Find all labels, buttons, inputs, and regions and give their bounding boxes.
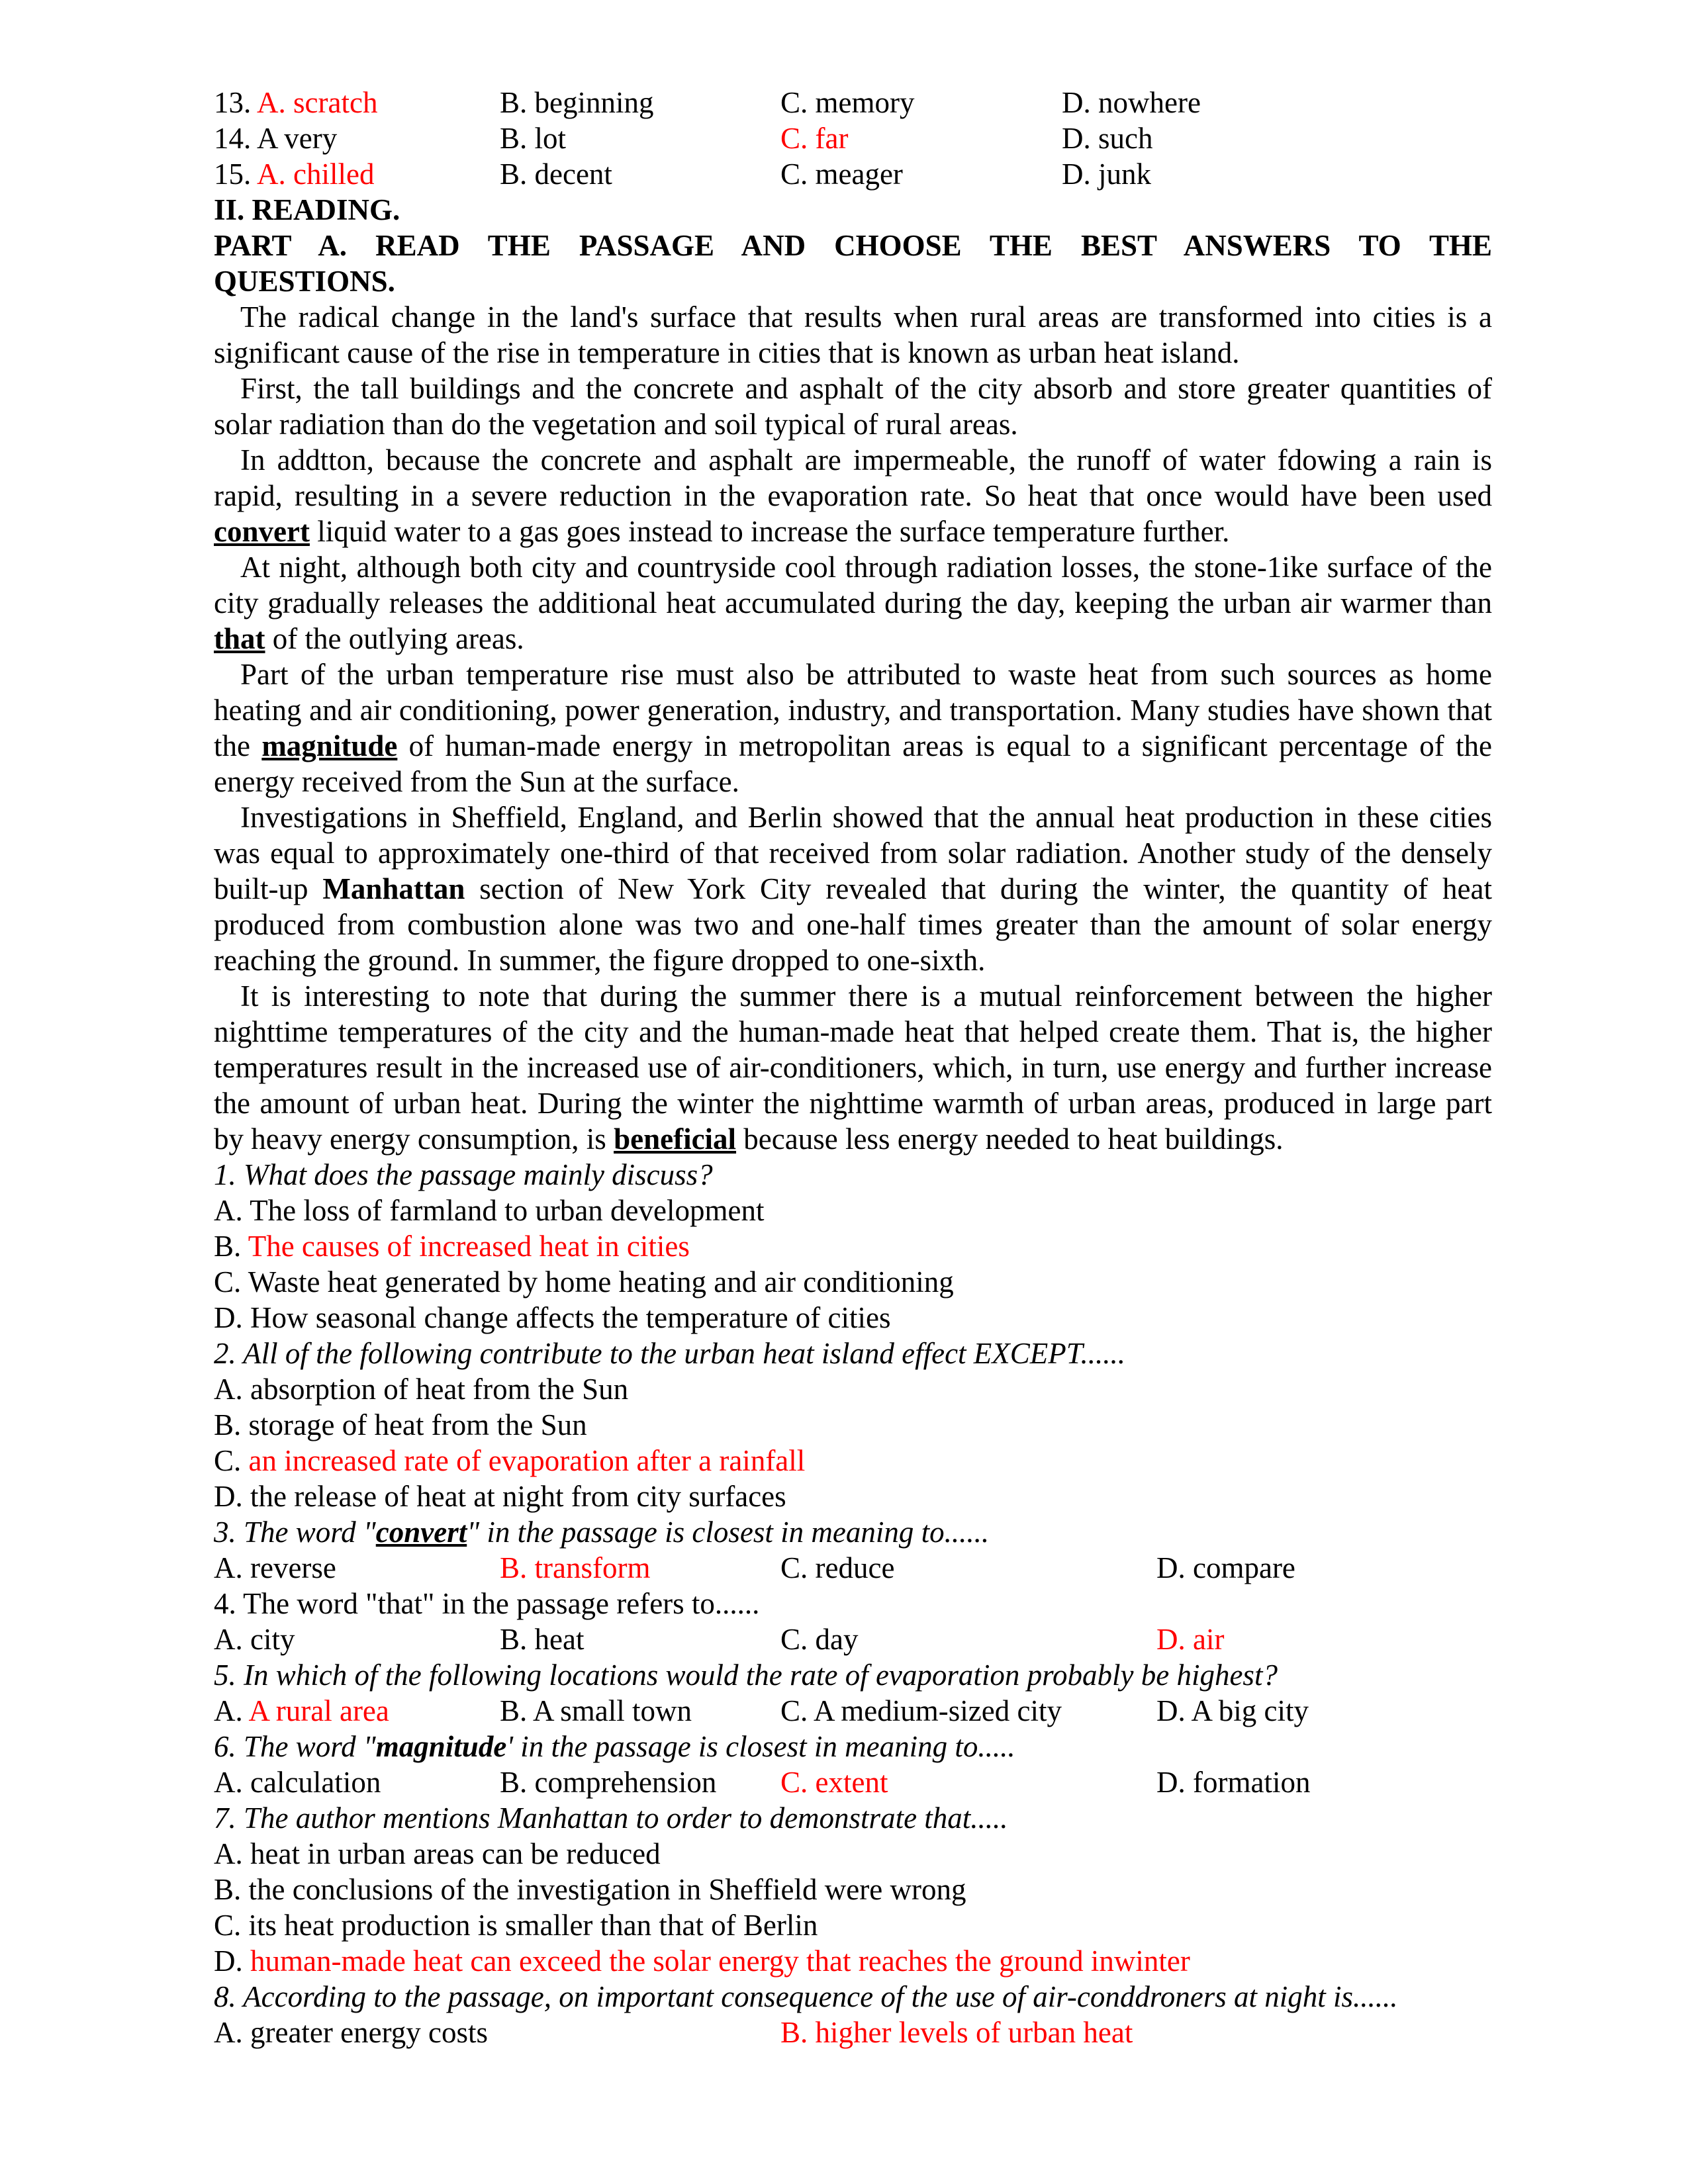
option-cell [780,120,1062,156]
text-run: 13. [214,86,258,119]
part-a-heading [214,228,1492,299]
text-run: C. [214,1444,249,1477]
option-cell [214,1764,500,1800]
text-run: B. storage of heat from the Sun [214,1408,587,1441]
question-1-stem [214,1157,1492,1193]
text-run: D. formation [1156,1766,1311,1799]
text-run: C. day [780,1623,859,1656]
option-cell [500,1693,780,1729]
option-cell [214,85,500,120]
text-run: B. beginning [500,86,654,119]
passage-paragraph-5 [214,657,1492,799]
option-cell [1156,1621,1492,1657]
question-2-option-d [214,1479,1492,1514]
question-1-option-d [214,1300,1492,1336]
text-run: A very [257,122,338,155]
text-run: 4. The word "that" in the passage refers to...... [214,1587,760,1620]
text-run: 1. What does the passage mainly discuss? [214,1158,713,1191]
option-cell [214,1550,500,1586]
option-cell [780,1550,1156,1586]
text-run: because less energy needed to heat buildings. [736,1122,1284,1156]
text-run: D. such [1062,122,1153,155]
text-run: First, the tall buildings and the concrete and asphalt of the city absorb and store greater quantities of solar radiation than do the vegetation and soil typical of rural areas. [214,372,1492,441]
vocab-item-14 [214,120,1492,156]
text-run: B. decent [500,158,612,191]
text-run: C. its heat production is smaller than that of Berlin [214,1909,818,1942]
text-run: C. meager [780,158,903,191]
vocab-item-15 [214,156,1492,192]
text-run: D. compare [1156,1551,1295,1584]
text-run: Part of the urban temperature rise must also be attributed to waste heat from such sources as home heating and air conditioning, power generation, industry, and transportation. Many studies have shown that the [214,658,1492,762]
question-1-option-b [214,1228,1492,1264]
question-7-option-a [214,1836,1492,1872]
text-run: B. the conclusions of the investigation in Sheffield were wrong [214,1873,966,1906]
question-3-options [214,1550,1492,1586]
text-run: Investigations in Sheffield, England, and Berlin showed that the annual heat production in these cities was equal to approximately one-third of that received from solar radiation. Another study of the densely built-up [214,801,1492,905]
text-run: convert [214,515,310,548]
option-cell [214,156,500,192]
document-content [214,85,1492,2050]
option-cell [214,2015,780,2050]
text-run: " in the passage is closest in meaning to...... [467,1516,990,1549]
answer-text-red: C. extent [780,1766,888,1799]
text-run: D. junk [1062,158,1151,191]
question-3-stem [214,1514,1492,1550]
question-6-options [214,1764,1492,1800]
question-5-stem [214,1657,1492,1693]
text-run: of the outlying areas. [265,622,524,655]
text-run: II. READING. [214,193,400,226]
text-run: PART A. READ THE PASSAGE AND CHOOSE THE BEST ANSWERS TO THE QUESTIONS. [214,229,1492,298]
text-run: B. A small town [500,1694,692,1727]
question-4-options [214,1621,1492,1657]
option-cell [1062,120,1492,156]
text-run: magnitude [261,729,398,762]
text-run: convert [375,1516,467,1549]
text-run: 15. [214,158,258,191]
option-cell [780,156,1062,192]
text-run: 8. According to the passage, on important consequence of the use of air-conddroners at night is...... [214,1980,1398,2013]
text-run: A. reverse [214,1551,336,1584]
option-cell [500,85,780,120]
option-cell [780,1693,1156,1729]
option-cell [1156,1693,1492,1729]
answer-text-red: an increased rate of evaporation after a rainfall [248,1444,806,1477]
option-cell [780,1621,1156,1657]
text-run: A. city [214,1623,295,1656]
option-cell [214,1693,500,1729]
question-1-option-a [214,1193,1492,1228]
text-run: magnitude [375,1730,507,1763]
option-cell [500,1621,780,1657]
answer-text-red: C. far [780,122,849,155]
option-cell [500,120,780,156]
text-run: 3. The word " [214,1516,376,1549]
question-7-option-c [214,1907,1492,1943]
passage-paragraph-3 [214,442,1492,549]
answer-text-red: The causes of increased heat in cities [248,1230,690,1263]
text-run: D. nowhere [1062,86,1201,119]
option-cell [780,2015,1492,2050]
text-run: C. Waste heat generated by home heating and air conditioning [214,1265,954,1298]
question-1-option-c [214,1264,1492,1300]
text-run: B. [214,1230,248,1263]
option-cell [1156,1764,1492,1800]
text-run: A. absorption of heat from the Sun [214,1373,629,1406]
reading-section-heading [214,192,1492,228]
question-7-stem [214,1800,1492,1836]
text-run: ' in the passage is closest in meaning to..... [506,1730,1015,1763]
passage-paragraph-1 [214,299,1492,371]
text-run: C. reduce [780,1551,895,1584]
question-2-stem [214,1336,1492,1371]
text-run: A. greater energy costs [214,2016,489,2049]
text-run: B. lot [500,122,567,155]
text-run: D. How seasonal change affects the temperature of cities [214,1301,891,1334]
text-run: At night, although both city and countryside cool through radiation losses, the stone-1ike surface of the city gradually releases the additional heat accumulated during the day, keeping the urban air warmer than [214,551,1492,619]
question-2-option-b [214,1407,1492,1443]
text-run: D. [214,1944,250,1978]
passage-paragraph-2 [214,371,1492,442]
passage-paragraph-4 [214,549,1492,657]
answer-text-red: A. chilled [257,158,375,191]
option-cell [1062,85,1492,120]
text-run: B. heat [500,1623,585,1656]
question-5-options [214,1693,1492,1729]
text-run: In addtton, because the concrete and asphalt are impermeable, the runoff of water fdowing a rain is rapid, resulting in a severe reduction in the evaporation rate. So heat that once would have been used [214,443,1492,512]
text-run: 2. All of the following contribute to the urban heat island effect EXCEPT...... [214,1337,1125,1370]
text-run: B. comprehension [500,1766,717,1799]
question-2-option-a [214,1371,1492,1407]
question-6-stem [214,1729,1492,1764]
text-run: 6. The word " [214,1730,376,1763]
answer-text-red: B. transform [500,1551,651,1584]
answer-text-red: human-made heat can exceed the solar energy that reaches the ground inwinter [250,1944,1190,1978]
question-4-stem [214,1586,1492,1621]
text-run: 14. [214,122,258,155]
text-run: The radical change in the land's surface that results when rural areas are transformed into cities is a significant cause of the rise in temperature in cities that is known as urban heat island. [214,300,1492,369]
option-cell [500,1550,780,1586]
option-cell [214,1621,500,1657]
text-run: C. memory [780,86,915,119]
option-cell [780,1764,1156,1800]
answer-text-red: A rural area [248,1694,389,1727]
question-8-options [214,2015,1492,2050]
text-run: that [214,622,265,655]
option-cell [214,120,500,156]
answer-text-red: D. air [1156,1623,1225,1656]
text-run: A. heat in urban areas can be reduced [214,1837,661,1870]
option-cell [500,1764,780,1800]
text-run: A. The loss of farmland to urban development [214,1194,765,1227]
text-run: 5. In which of the following locations would the rate of evaporation probably be highest? [214,1659,1278,1692]
vocab-item-13 [214,85,1492,120]
text-run: of human-made energy in metropolitan areas is equal to a significant percentage of the energy received from the Sun at the surface. [214,729,1492,798]
text-run: 7. The author mentions Manhattan to order to demonstrate that..... [214,1801,1008,1835]
text-run: It is interesting to note that during the summer there is a mutual reinforcement between the higher nighttime temperatures of the city and the human-made heat that helped create them. That is, the higher temperatures result in the increased use of air-conditioners, which, in turn, use energy and further increase the amount of urban heat. During the winter the nighttime warmth of urban areas, produced in large part by heavy energy consumption, is [214,979,1492,1156]
text-run: C. A medium-sized city [780,1694,1062,1727]
answer-text-red: A. scratch [257,86,378,119]
option-cell [1062,156,1492,192]
question-7-option-d [214,1943,1492,1979]
option-cell [500,156,780,192]
question-2-option-c [214,1443,1492,1479]
question-7-option-b [214,1872,1492,1907]
text-run: beneficial [614,1122,737,1156]
text-run: section of New York City revealed that during the winter, the quantity of heat produced from combustion alone was two and one-half times greater than the amount of solar energy reaching the ground. In summer, the figure dropped to one-sixth. [214,872,1492,977]
text-run: A. [214,1694,249,1727]
option-cell [1156,1550,1492,1586]
question-8-stem [214,1979,1492,2015]
text-run: Manhattan [322,872,465,905]
passage-paragraph-7 [214,978,1492,1157]
option-cell [780,85,1062,120]
text-run: D. the release of heat at night from city surfaces [214,1480,786,1513]
text-run: A. calculation [214,1766,381,1799]
passage-paragraph-6 [214,799,1492,978]
answer-text-red: B. higher levels of urban heat [780,2016,1133,2049]
text-run: D. A big city [1156,1694,1309,1727]
text-run: liquid water to a gas goes instead to increase the surface temperature further. [309,515,1230,548]
